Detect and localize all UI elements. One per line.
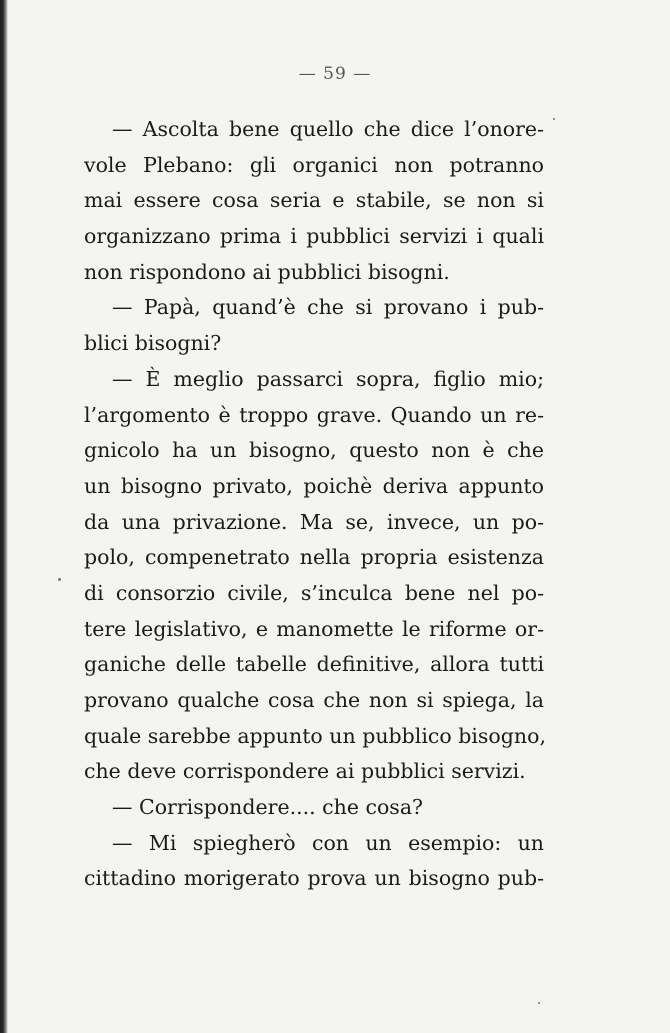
text-line: cittadino morigerato prova un bisogno pub- [84,866,544,891]
body-text [84,112,544,897]
text-line: che deve corrispondere ai pubblici servizi. [84,759,526,784]
text-line: non rispondono ai pubblici bisogni. [84,259,450,284]
text-line: gnicolo ha un bisogno, questo non è che [84,438,544,463]
text-line: vole Plebano: gli organici non potranno [84,152,544,177]
text-line: polo, compenetrato nella propria esistenza [84,545,544,570]
text-line: — Papà, quand’è che si provano i pub- [112,295,544,320]
text-line: provano qualche cosa che non si spiega, la [84,688,544,712]
ink-speck [538,1002,540,1004]
text-line: ganiche delle tabelle definitive, allora tutti [84,652,544,677]
text-line: tere legislativo, e manomette le riforme or- [84,616,544,641]
page-binding-edge [0,0,8,1033]
text-line: da una privazione. Ma se, invece, un po- [84,509,544,534]
page-number: — 59 — [298,64,372,84]
ink-speck [58,578,61,581]
text-line: — È meglio passarci sopra, figlio mio; [112,366,544,391]
text-line: quale sarebbe appunto un pubblico bisogno, [84,723,546,748]
text-line: organizzano prima i pubblici servizi i quali [84,224,544,249]
text-line: blici bisogni? [84,331,222,356]
ink-speck [553,118,555,120]
text-line: l’argomento è troppo grave. Quando un re- [84,402,544,427]
text-line: — Ascolta bene quello che dice l’onore- [112,117,544,141]
text-line: — Corrispondere.... che cosa? [112,795,424,820]
text-line: — Mi spiegherò con un esempio: un [112,830,544,855]
text-line: un bisogno privato, poichè deriva appunto [84,473,544,498]
text-line: di consorzio civile, s’inculca bene nel po- [84,580,544,605]
text-line: mai essere cosa seria e stabile, se non si [84,188,544,213]
